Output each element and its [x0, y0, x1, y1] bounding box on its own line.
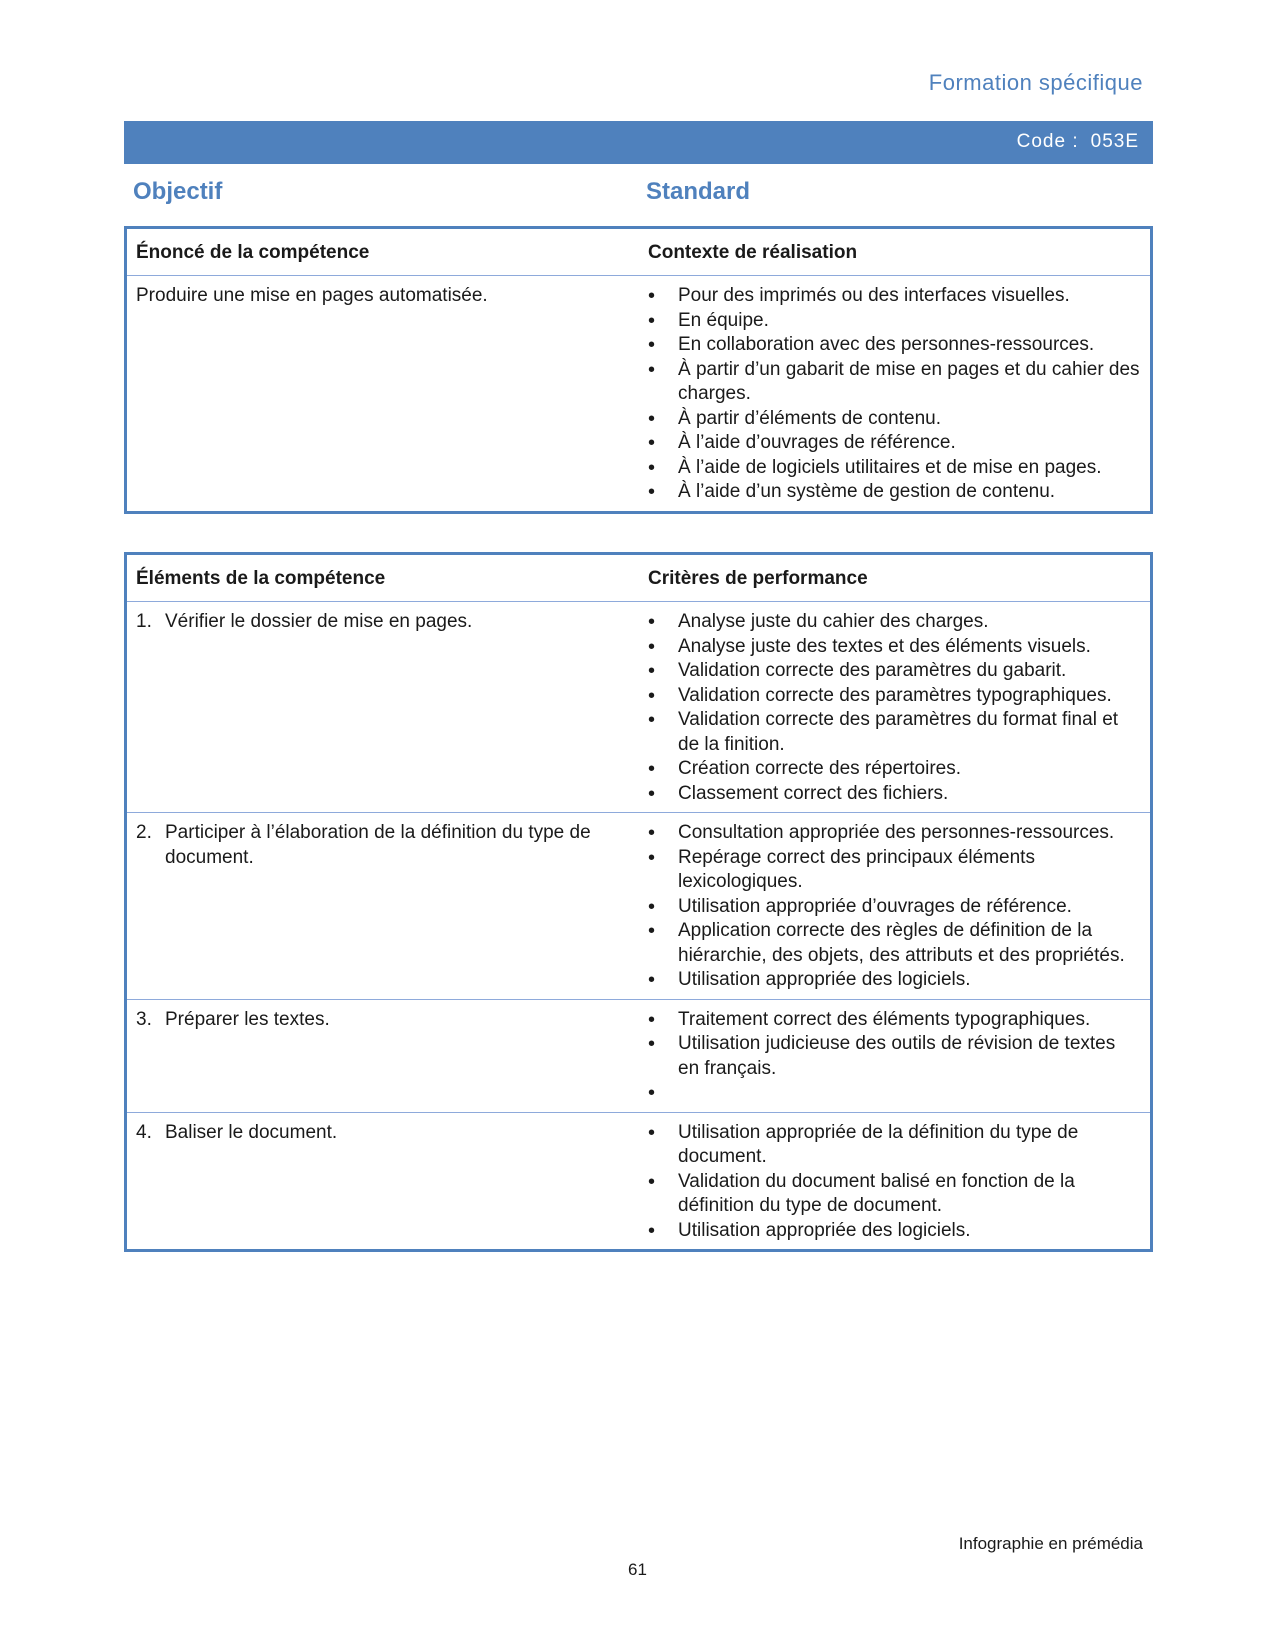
criteria-header: Critères de performance — [638, 554, 1152, 602]
criteria-list — [648, 821, 1141, 993]
objective-heading: Objectif — [133, 178, 223, 205]
context-item: • En équipe. — [648, 309, 1141, 334]
page-number: 61 — [628, 1560, 647, 1579]
context-item: • À l’aide de logiciels utilitaires et de mise en pages. — [648, 456, 1141, 481]
element-text: Préparer les textes. — [165, 1008, 330, 1030]
table-row — [126, 999, 1152, 1112]
criteria-item: • Utilisation appropriée de la définition du type de document. — [648, 1121, 1141, 1170]
element-cell — [126, 1112, 639, 1251]
context-item: • À l’aide d’ouvrages de référence. — [648, 431, 1141, 456]
criteria-item: • Validation correcte des paramètres typographiques. — [648, 684, 1141, 709]
criteria-item: • Traitement correct des éléments typographiques. — [648, 1008, 1141, 1033]
criteria-list — [648, 1008, 1141, 1106]
criteria-list — [648, 610, 1141, 806]
footer-program-title: Infographie en prémédia — [958, 1534, 1143, 1553]
criteria-item: • Analyse juste des textes et des éléments visuels. — [648, 635, 1141, 660]
elements-header-row — [126, 554, 1152, 602]
statement-table — [124, 226, 1153, 514]
criteria-cell — [638, 813, 1152, 1000]
statement-header-row — [126, 228, 1152, 276]
code-bar — [124, 121, 1153, 164]
context-item: • En collaboration avec des personnes-ressources. — [648, 333, 1141, 358]
criteria-item: • Validation du document balisé en fonction de la définition du type de document. — [648, 1170, 1141, 1219]
criteria-list — [648, 1121, 1141, 1244]
context-item: • À partir d’un gabarit de mise en pages et du cahier des charges. — [648, 358, 1141, 407]
statement-header: Énoncé de la compétence — [126, 228, 639, 276]
context-item: • À l’aide d’un système de gestion de contenu. — [648, 480, 1141, 505]
element-cell — [126, 813, 639, 1000]
context-header: Contexte de réalisation — [638, 228, 1152, 276]
context-item: • À partir d’éléments de contenu. — [648, 407, 1141, 432]
section-label: Formation spécifique — [928, 70, 1143, 95]
code-value: 053E — [1090, 131, 1139, 152]
criteria-item-empty — [648, 1081, 1141, 1106]
element-number: 2. — [136, 822, 152, 843]
criteria-item: • Repérage correct des principaux éléments lexicologiques. — [648, 846, 1141, 895]
element-item — [136, 821, 629, 870]
element-text: Participer à l’élaboration de la définition du type de document. — [165, 822, 591, 868]
statement-text: Produire une mise en pages automatisée. — [136, 285, 488, 306]
statement-cell — [126, 276, 639, 513]
element-item — [136, 1121, 629, 1146]
element-number: 1. — [136, 611, 152, 632]
context-cell — [638, 276, 1152, 513]
criteria-item: • Utilisation appropriée des logiciels. — [648, 1219, 1141, 1244]
criteria-item: • Application correcte des règles de définition de la hiérarchie, des objets, des attributs et des propriétés. — [648, 919, 1141, 968]
criteria-item: • Utilisation appropriée des logiciels. — [648, 968, 1141, 993]
elements-header: Éléments de la compétence — [126, 554, 639, 602]
criteria-cell — [638, 1112, 1152, 1251]
criteria-item: • Utilisation appropriée d’ouvrages de référence. — [648, 895, 1141, 920]
element-number: 4. — [136, 1121, 152, 1143]
code-label: Code : — [1016, 131, 1079, 152]
criteria-item: • Validation correcte des paramètres du format final et de la finition. — [648, 708, 1141, 757]
statement-row — [126, 276, 1152, 513]
criteria-cell — [638, 999, 1152, 1112]
standard-heading: Standard — [646, 178, 751, 205]
criteria-item: • Utilisation judicieuse des outils de révision de textes en français. — [648, 1032, 1141, 1081]
criteria-item: • Création correcte des répertoires. — [648, 757, 1141, 782]
elements-table — [124, 552, 1153, 1252]
element-item — [136, 610, 629, 635]
element-cell — [126, 999, 639, 1112]
criteria-item: • Consultation appropriée des personnes-ressources. — [648, 821, 1141, 846]
element-text: Baliser le document. — [165, 1121, 338, 1143]
criteria-item: • Validation correcte des paramètres du gabarit. — [648, 659, 1141, 684]
context-item: • Pour des imprimés ou des interfaces visuelles. — [648, 284, 1141, 309]
criteria-item: • Analyse juste du cahier des charges. — [648, 610, 1141, 635]
element-item — [136, 1008, 629, 1033]
table-row — [126, 813, 1152, 1000]
criteria-cell — [638, 602, 1152, 813]
code-text — [1005, 131, 1139, 153]
element-text: Vérifier le dossier de mise en pages. — [165, 611, 473, 632]
context-list — [648, 284, 1141, 505]
element-number: 3. — [136, 1008, 152, 1030]
criteria-item: • Classement correct des fichiers. — [648, 782, 1141, 807]
table-row — [126, 602, 1152, 813]
element-cell — [126, 602, 639, 813]
table-row — [126, 1112, 1152, 1251]
